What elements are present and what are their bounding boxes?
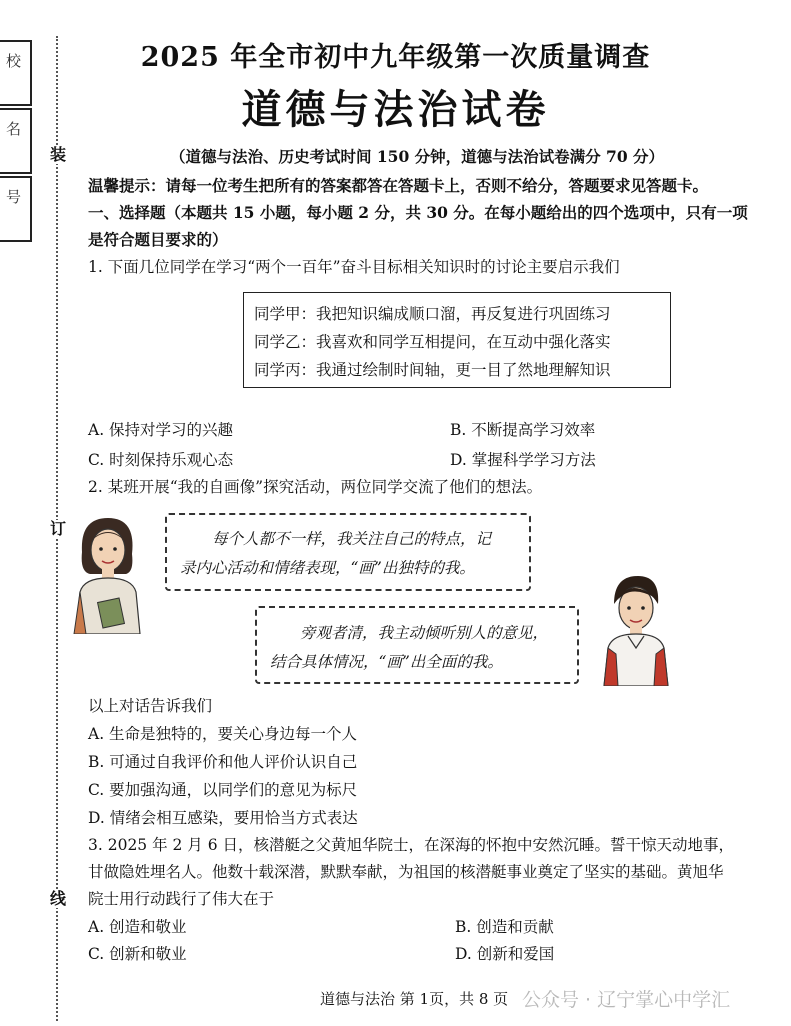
bubble-girl-line: 录内心活动和情绪表现，“画”出独特的我。 — [180, 559, 475, 577]
q1-quote: 同学甲：我把知识编成顺口溜，再反复进行巩固练习 — [254, 305, 611, 323]
q1-option-b: B. 不断提高学习效率 — [450, 421, 596, 439]
q2-option-c: C. 要加强沟通，以同学们的意见为标尺 — [88, 781, 358, 799]
bubble-boy-line: 旁观者清，我主动倾听别人的意见， — [300, 624, 549, 642]
page-footer: 道德与法治 第 1页，共 8 页 — [320, 990, 509, 1008]
q1-option-a: A. 保持对学习的兴趣 — [88, 421, 234, 439]
subject-title: 道德与法治试卷 — [241, 86, 550, 133]
q3-option-b: B. 创造和贡献 — [455, 918, 554, 936]
q3-stem: 院士用行动践行了伟大在于 — [88, 890, 275, 908]
q3-option-a: A. 创造和敬业 — [88, 918, 187, 936]
section-heading-cont: 是符合题目要求的） — [88, 230, 228, 249]
q3-stem: 3. 2025 年 2 月 6 日，核潜艇之父黄旭华院士，在深海的怀抱中安然沉睡。誓干惊天动地事， — [88, 836, 735, 854]
speech-bubble-girl — [165, 513, 531, 591]
binding-char-zhuang: 装 — [50, 145, 67, 164]
q2-lead: 以上对话告诉我们 — [88, 697, 213, 715]
q1-quote: 同学丙：我通过绘制时间轴，更一目了然地理解知识 — [254, 361, 611, 379]
section-heading: 一、选择题（本题共 15 小题，每小题 2 分，共 30 分。在每小题给出的四个选项中，只有一项 — [88, 203, 748, 222]
binding-char-xian: 线 — [50, 889, 67, 908]
q1-stem: 1. 下面几位同学在学习“两个一百年”奋斗目标相关知识时的讨论主要启示我们 — [88, 258, 620, 276]
q1-option-d: D. 掌握科学学习方法 — [450, 451, 596, 469]
margin-field-label: 号 — [6, 188, 22, 206]
margin-field-number — [0, 176, 32, 242]
watermark: 公众号 · 辽宁掌心中学汇 — [522, 989, 731, 1011]
bubble-boy-line: 结合具体情况，“画”出全面的我。 — [270, 653, 503, 671]
binding-char-ding: 订 — [50, 519, 67, 538]
q3-stem: 甘做隐姓埋名人。他数十载深潜，默默奉献，为祖国的核潜艇事业奠定了坚实的基础。黄旭华 — [88, 863, 724, 881]
q3-option-c: C. 创新和敬业 — [88, 945, 187, 963]
q2-option-b: B. 可通过自我评价和他人评价认识自己 — [88, 753, 358, 771]
q2-stem: 2. 某班开展“我的自画像”探究活动，两位同学交流了他们的想法。 — [88, 478, 543, 496]
reminder: 温馨提示：请每一位考生把所有的答案都答在答题卡上，否则不给分，答题要求见答题卡。 — [88, 176, 709, 195]
student-girl-illustration — [70, 512, 146, 634]
q3-option-d: D. 创新和爱国 — [455, 945, 555, 963]
exam-info: （道德与法治、历史考试时间 150 分钟，道德与法治试卷满分 70 分） — [170, 147, 665, 166]
student-boy-illustration — [600, 570, 672, 686]
q2-option-a: A. 生命是独特的，要关心身边每一个人 — [88, 725, 358, 743]
q2-option-d: D. 情绪会相互感染，要用恰当方式表达 — [88, 809, 358, 827]
margin-field-label: 名 — [6, 120, 22, 138]
exam-title: 2025 年全市初中九年级第一次质量调查 — [140, 42, 651, 73]
bubble-girl-line: 每个人都不一样，我关注自己的特点，记 — [212, 530, 492, 548]
q1-quote-box — [243, 292, 671, 388]
q1-quote: 同学乙：我喜欢和同学互相提问，在互动中强化落实 — [254, 333, 611, 351]
speech-bubble-boy — [255, 606, 579, 684]
q1-option-c: C. 时刻保持乐观心态 — [88, 451, 234, 469]
margin-field-label: 校 — [6, 52, 22, 70]
